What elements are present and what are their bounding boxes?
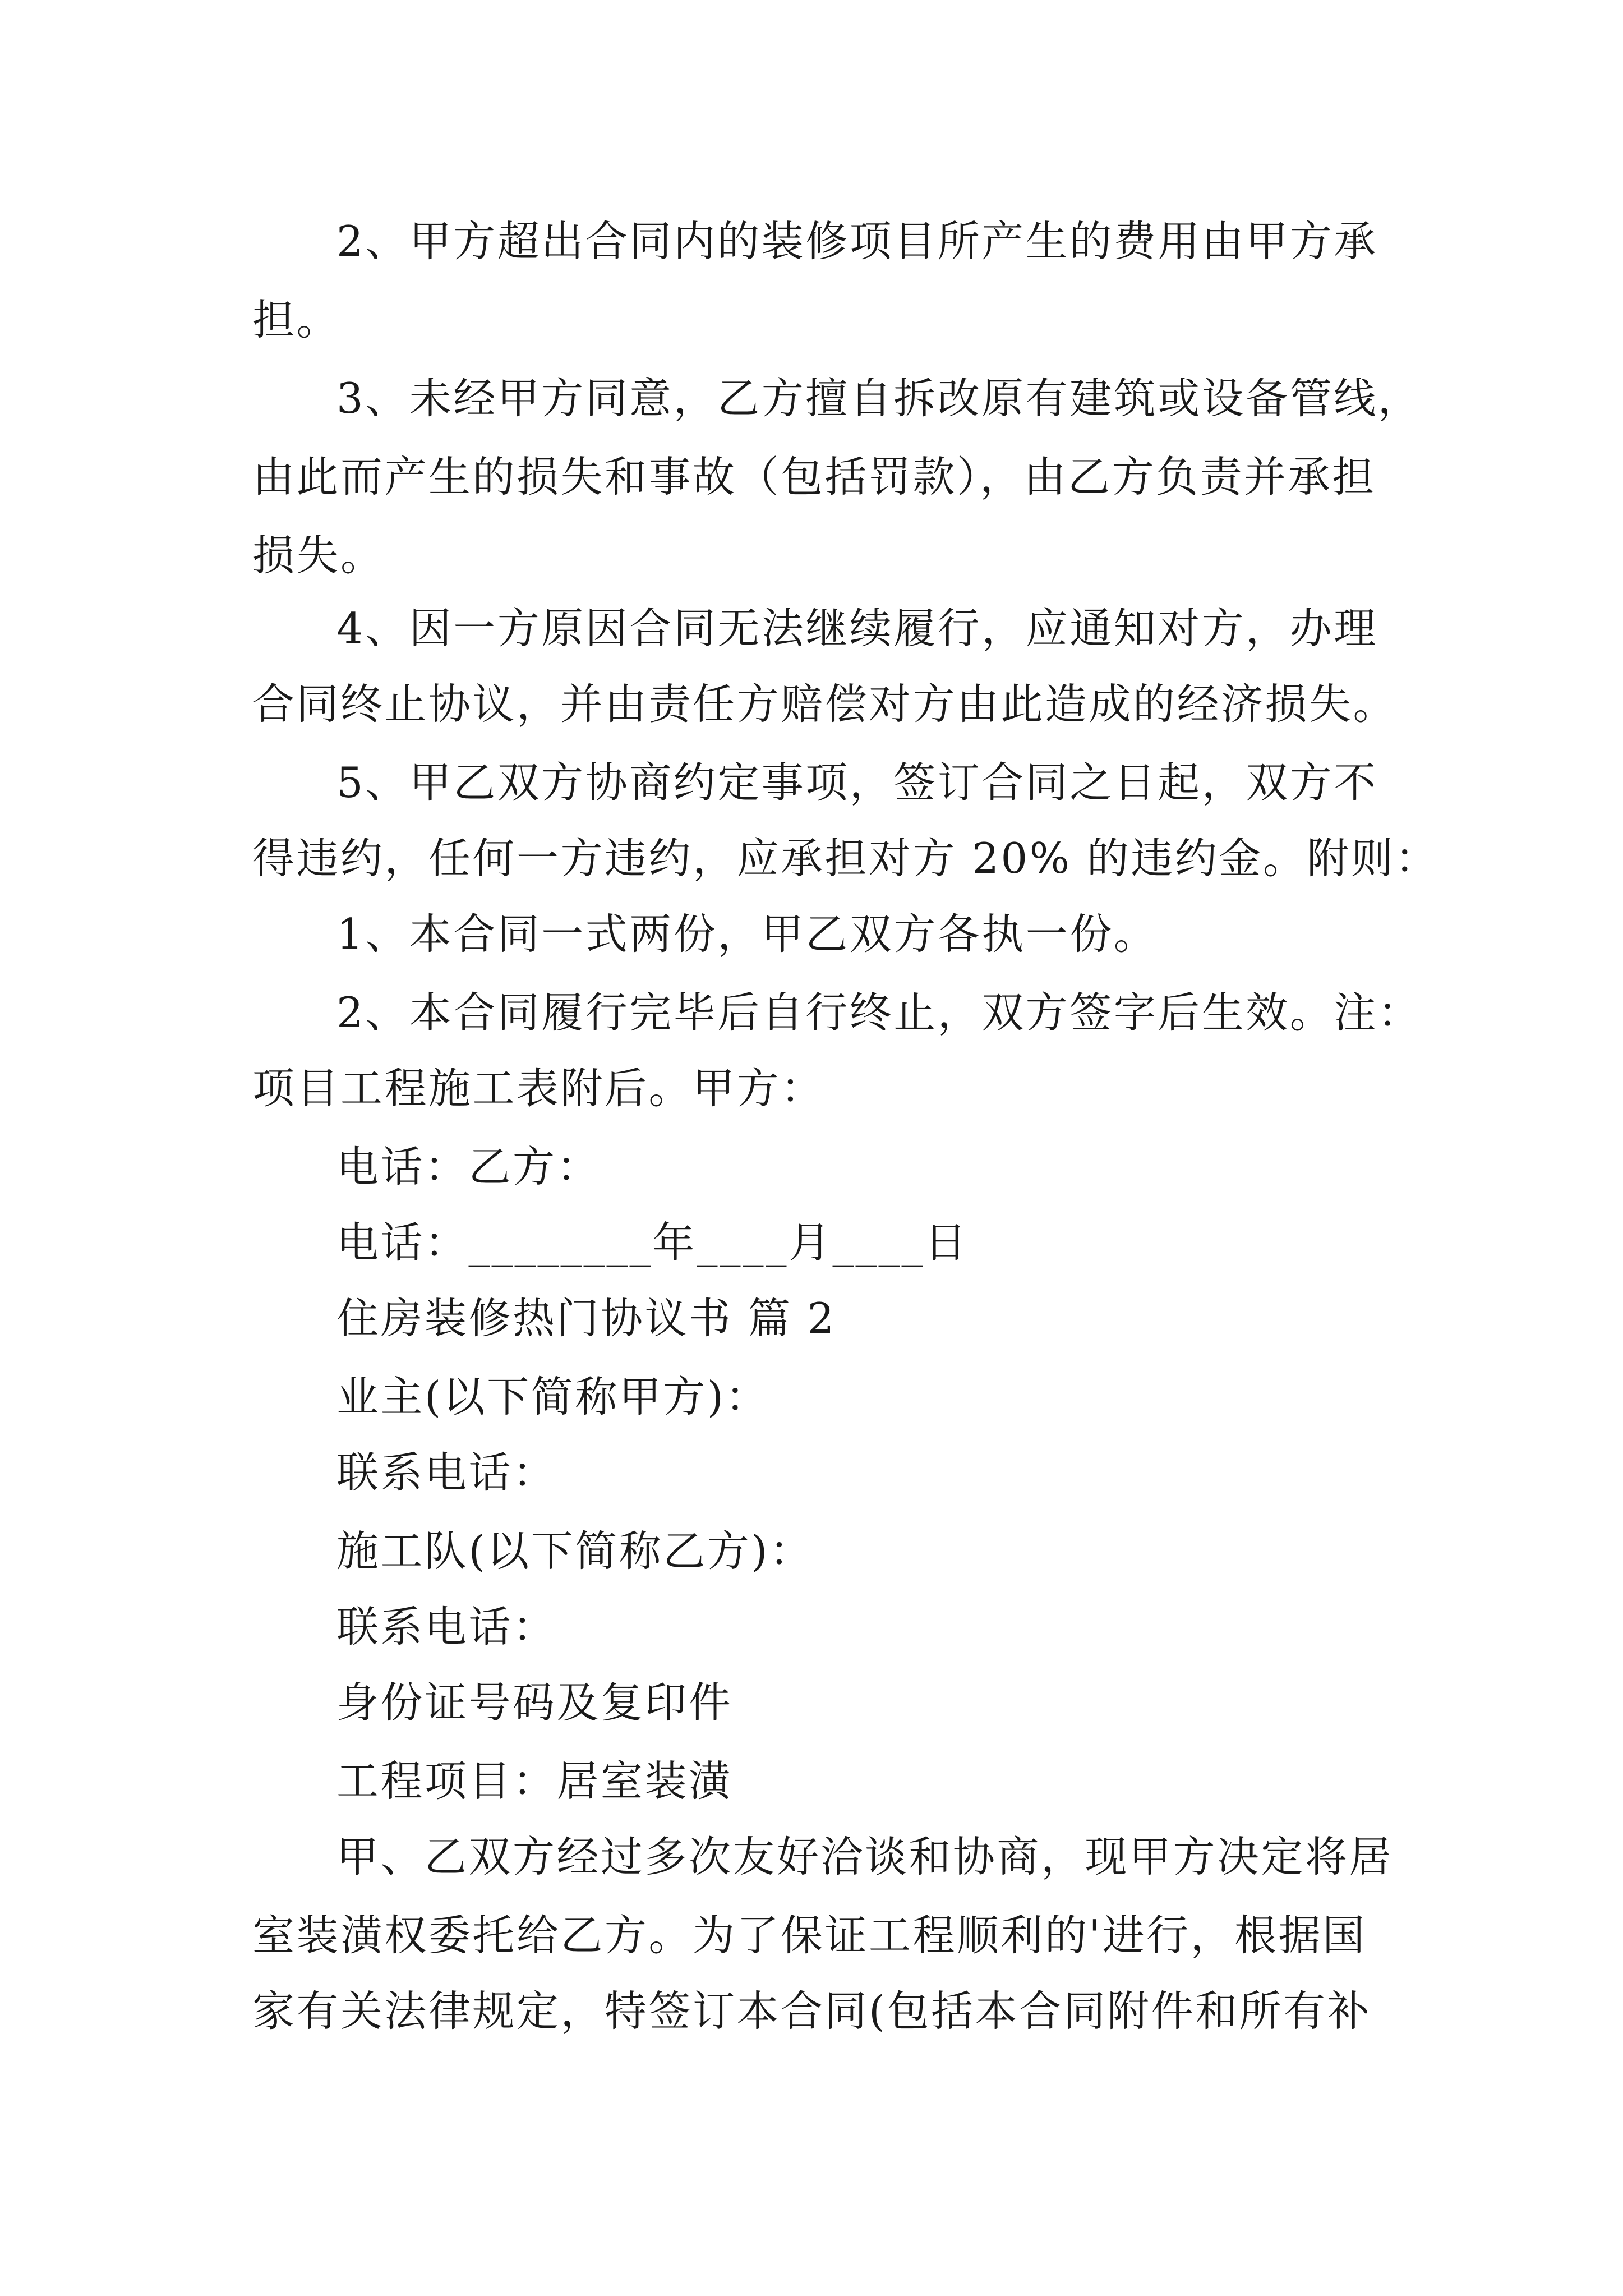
- paragraph-line: 2、甲方超出合同内的装修项目所产生的费用由甲方承: [336, 217, 1378, 266]
- paragraph-line: 担。: [252, 295, 341, 344]
- paragraph-line: 电话：乙方：: [336, 1142, 601, 1191]
- paragraph-line: 5、甲乙双方协商约定事项，签订合同之日起，双方不: [336, 758, 1378, 807]
- paragraph-line: 损失。: [252, 531, 385, 580]
- paragraph-line: 合同终止协议，并由责任方赔偿对方由此造成的经济损失。: [252, 679, 1398, 729]
- paragraph-line: 施工队(以下简称乙方)：: [336, 1526, 814, 1576]
- paragraph-line: 家有关法律规定，特签订本合同(包括本合同附件和所有补: [252, 1986, 1372, 2036]
- paragraph-line: 2、本合同履行完毕后自行终止，双方签字后生效。注：: [336, 988, 1422, 1037]
- paragraph-line: 工程项目：居室装潢: [336, 1756, 733, 1806]
- section-heading: 住房装修热门协议书 篇 2: [336, 1294, 836, 1343]
- paragraph-line: 得违约，任何一方违约，应承担对方 20% 的违约金。附则：: [252, 834, 1439, 883]
- paragraph-line: 室装潢权委托给乙方。为了保证工程顺利的'进行，根据国: [252, 1911, 1367, 1960]
- paragraph-line: 身份证号码及复印件: [336, 1678, 733, 1727]
- paragraph-line: 联系电话：: [336, 1448, 557, 1497]
- paragraph-line: 甲、乙双方经过多次友好洽谈和协商，现甲方决定将居: [336, 1832, 1394, 1881]
- paragraph-line: 电话：________年____月____日: [336, 1218, 969, 1267]
- paragraph-line: 1、本合同一式两份，甲乙双方各执一份。: [336, 909, 1158, 959]
- paragraph-line: 4、因一方原因合同无法继续履行，应通知对方，办理: [336, 604, 1378, 653]
- paragraph-line: 3、未经甲方同意，乙方擅自拆改原有建筑或设备管线，: [336, 374, 1422, 423]
- paragraph-line: 由此而产生的损失和事故（包括罚款），由乙方负责并承担: [252, 452, 1376, 501]
- paragraph-line: 项目工程施工表附后。甲方：: [252, 1064, 825, 1113]
- paragraph-line: 业主(以下简称甲方)：: [336, 1372, 770, 1421]
- paragraph-line: 联系电话：: [336, 1602, 557, 1651]
